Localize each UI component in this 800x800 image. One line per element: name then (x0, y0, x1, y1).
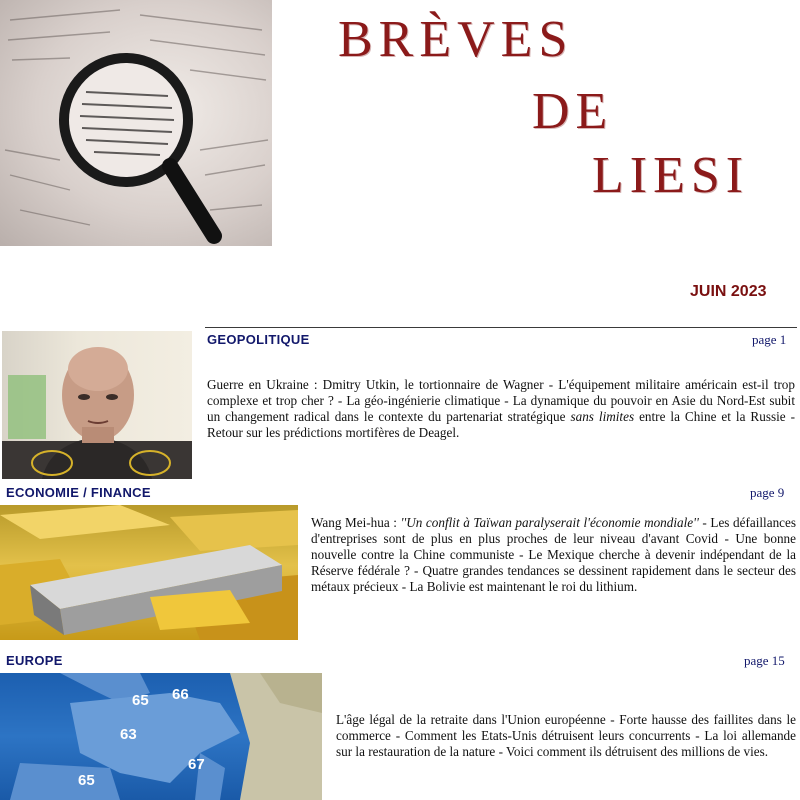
europe-map-image (0, 673, 322, 800)
publication-title-line-3: LIESI (592, 147, 750, 204)
summary-emphasis: sans limites (570, 409, 635, 424)
section-heading-economie-finance: ECONOMIE / FINANCE (6, 485, 151, 500)
map-label: 65 (132, 692, 149, 709)
section-summary-europe: L'âge légal de la retraite dans l'Union européenne - Forte hausse des faillites dans le commerce - Comment les Etats-Unis détruisent leurs concurrents - La loi allemande sur la restauration de la nature - Voici comment ils détruisent des millions de vies. (336, 712, 796, 759)
map-label: 66 (172, 686, 189, 703)
portrait-photo (2, 331, 192, 479)
section-divider (205, 327, 797, 328)
map-label: 63 (120, 726, 137, 743)
summary-text: - Les défaillances d'entreprises sont de plus en plus proches de leur niveau d'avant Covid - Une bonne nouvelle contre la Chine communiste - Le Mexique cherche à devenir indépendant de la Réserve fédérale ? - Quatre grandes tendances se dessinent rapidement dans le secteur des métaux précieux - La Bolivie est maintenant le roi du lithium. (311, 515, 796, 594)
portrait-illustration (2, 331, 192, 479)
summary-text: entre la Chine et la Russie - Retour sur les prédictions mortifères de Deagel. (207, 409, 795, 440)
issue-date: JUIN 2023 (690, 283, 767, 300)
section-page-number: page 1 (752, 332, 787, 347)
section-page-number: page 15 (744, 653, 785, 668)
publication-title-line-2: DE (532, 83, 614, 140)
summary-emphasis: ''Un conflit à Taïwan paralyserait l'économie mondiale'' (400, 515, 699, 530)
section-summary-economie-finance (311, 515, 796, 595)
publication-title-line-1: BRÈVES (338, 11, 574, 68)
map-label: 65 (78, 772, 95, 789)
gold-bars-illustration (0, 505, 298, 640)
section-page-number: page 9 (750, 485, 785, 500)
section-heading-geopolitique: GEOPOLITIQUE (207, 332, 310, 347)
magnifier-illustration (0, 0, 272, 246)
summary-text: Guerre en Ukraine : Dmitry Utkin, le tortionnaire de Wagner - L'équipement militaire américain est-il trop complexe et trop cher ? - La géo-ingénierie climatique - La dynamique du pouvoir en Asie du Nord-Est subit un changement radical dans le contexte du partenariat stratégique (207, 377, 795, 424)
magnifying-glass-image (0, 0, 272, 246)
map-label: 67 (188, 756, 205, 773)
section-summary-geopolitique (207, 377, 795, 441)
summary-text: Wang Mei-hua : (311, 515, 401, 530)
section-heading-europe: EUROPE (6, 653, 63, 668)
europe-map-illustration (0, 673, 322, 800)
gold-bars-photo (0, 505, 298, 640)
